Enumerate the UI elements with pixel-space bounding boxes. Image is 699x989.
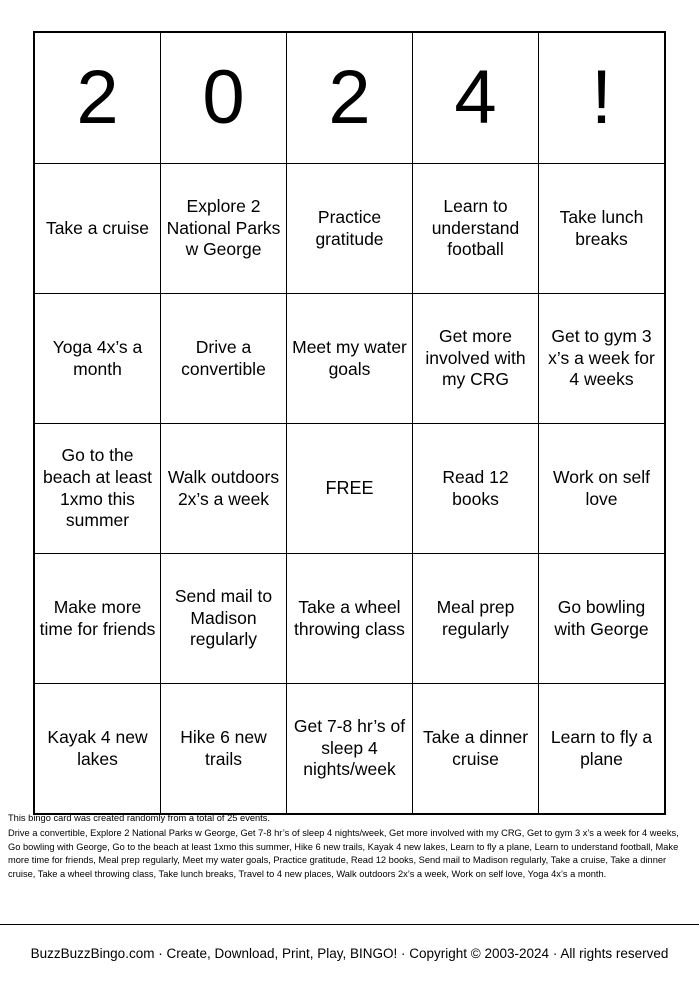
bingo-cell[interactable]: Explore 2 National Parks w George bbox=[161, 164, 287, 294]
bingo-cell[interactable]: Get 7-8 hr’s of sleep 4 nights/week bbox=[287, 684, 413, 814]
bingo-cell[interactable]: Go bowling with George bbox=[539, 554, 665, 684]
bingo-cell-free[interactable]: FREE bbox=[287, 424, 413, 554]
footnote-line-2: Drive a convertible, Explore 2 National Parks w George, Get 7-8 hr’s of sleep 4 nights/week, Get more involved with my CRG, Get to gym 3 x’s a week for 4 weeks, Go bowling with George, Go to the beach at least 1xmo this summer, Hike 6 new trails, Kayak 4 new lakes, Learn to fly a plane, Learn to understand football, Make more time for friends, Meal prep regularly, Meet my water goals, Practice gratitude, Read 12 books, Send mail to Madison regularly, Take a cruise, Take a dinner cruise, Take a wheel throwing class, Take lunch breaks, Travel to 4 new places, Walk outdoors 2x’s a week, Work on self love, Yoga 4x’s a month. bbox=[8, 828, 679, 879]
bingo-cell[interactable]: Take a cruise bbox=[35, 164, 161, 294]
bingo-cell[interactable]: Walk outdoors 2x’s a week bbox=[161, 424, 287, 554]
footer-divider bbox=[0, 924, 699, 925]
bingo-cell[interactable]: Practice gratitude bbox=[287, 164, 413, 294]
bingo-cell[interactable]: Get more involved with my CRG bbox=[413, 294, 539, 424]
card-footnote bbox=[8, 812, 692, 883]
footnote-line-1: This bingo card was created randomly from a total of 25 events. bbox=[8, 813, 270, 823]
bingo-cell[interactable]: Meal prep regularly bbox=[413, 554, 539, 684]
bingo-cell[interactable]: Learn to fly a plane bbox=[539, 684, 665, 814]
bingo-cell[interactable]: Learn to understand football bbox=[413, 164, 539, 294]
bingo-cell[interactable]: Go to the beach at least 1xmo this summer bbox=[35, 424, 161, 554]
bingo-header-cell: 4 bbox=[413, 33, 539, 164]
bingo-cell[interactable]: Drive a convertible bbox=[161, 294, 287, 424]
bingo-cell[interactable]: Work on self love bbox=[539, 424, 665, 554]
bingo-cell[interactable]: Yoga 4x’s a month bbox=[35, 294, 161, 424]
bingo-row bbox=[35, 294, 665, 424]
bingo-row bbox=[35, 554, 665, 684]
bingo-cell[interactable]: Kayak 4 new lakes bbox=[35, 684, 161, 814]
bingo-card bbox=[33, 31, 666, 815]
bingo-row bbox=[35, 684, 665, 814]
bingo-cell[interactable]: Make more time for friends bbox=[35, 554, 161, 684]
bingo-header-cell: 2 bbox=[35, 33, 161, 164]
bingo-cell[interactable]: Take a dinner cruise bbox=[413, 684, 539, 814]
bingo-row bbox=[35, 164, 665, 294]
site-footer: BuzzBuzzBingo.com · Create, Download, Print, Play, BINGO! · Copyright © 2003-2024 · All rights reserved bbox=[30, 946, 669, 961]
bingo-header-cell: 2 bbox=[287, 33, 413, 164]
bingo-row bbox=[35, 424, 665, 554]
bingo-cell[interactable]: Get to gym 3 x’s a week for 4 weeks bbox=[539, 294, 665, 424]
bingo-cell[interactable]: Read 12 books bbox=[413, 424, 539, 554]
bingo-header-cell: ! bbox=[539, 33, 665, 164]
bingo-cell[interactable]: Meet my water goals bbox=[287, 294, 413, 424]
bingo-cell[interactable]: Send mail to Madison regularly bbox=[161, 554, 287, 684]
bingo-cell[interactable]: Take a wheel throwing class bbox=[287, 554, 413, 684]
bingo-grid bbox=[34, 32, 665, 814]
bingo-cell[interactable]: Hike 6 new trails bbox=[161, 684, 287, 814]
bingo-cell[interactable]: Take lunch breaks bbox=[539, 164, 665, 294]
bingo-header-cell: 0 bbox=[161, 33, 287, 164]
bingo-header-row bbox=[35, 33, 665, 164]
